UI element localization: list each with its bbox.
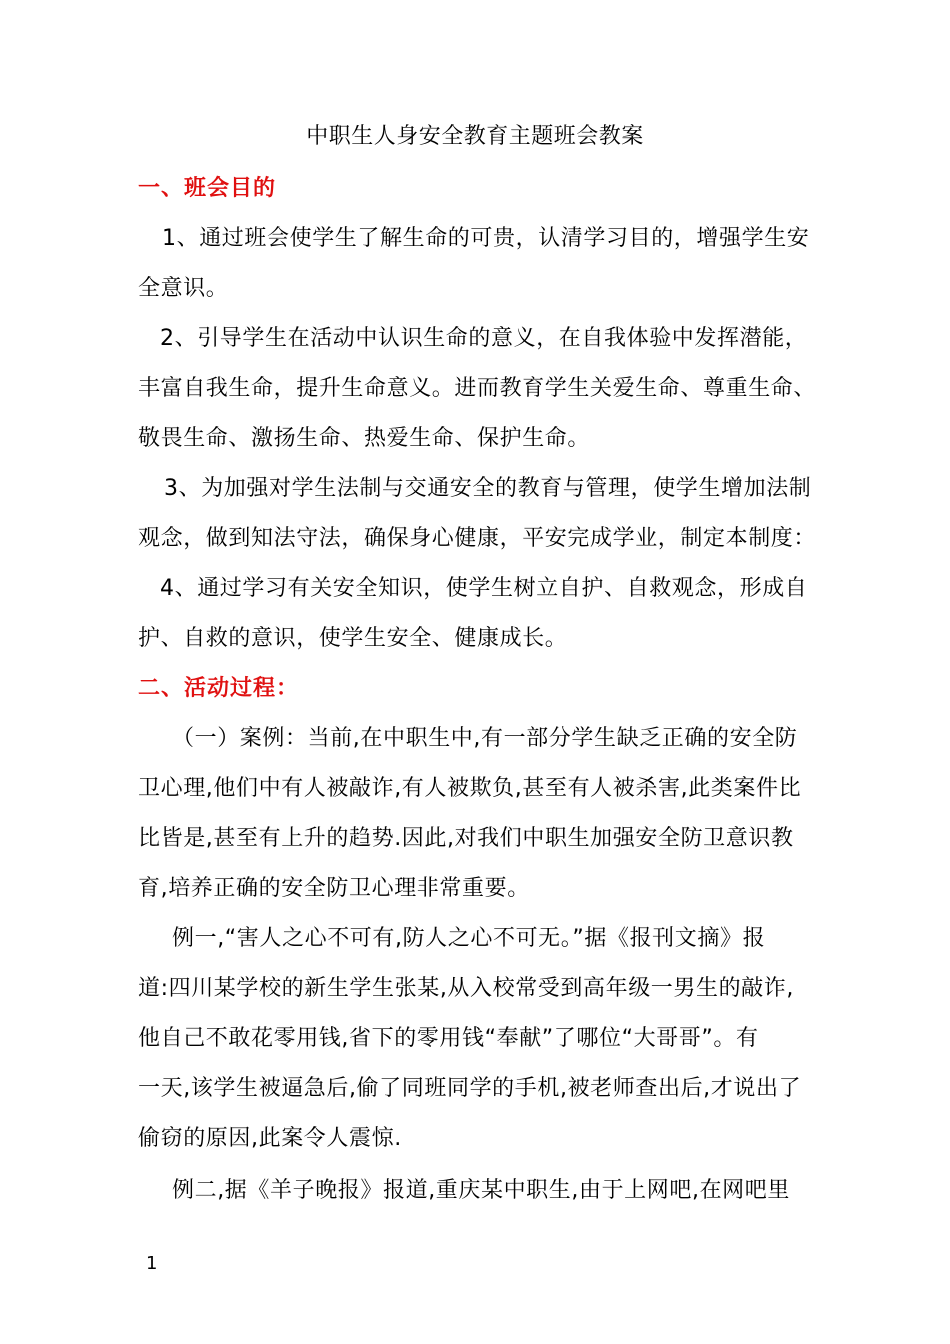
paragraph-line: 卫心理,他们中有人被敲诈,有人被欺负,甚至有人被杀害,此类案件比: [138, 776, 802, 801]
paragraph-line: 道:四川某学校的新生学生张某,从入校常受到高年级一男生的敲诈,: [138, 976, 795, 1001]
document-title: 中职生人身安全教育主题班会教案: [306, 124, 644, 149]
section-heading-process: 二、活动过程：: [138, 676, 300, 701]
paragraph-line: 全意识。: [138, 276, 229, 301]
paragraph-line: 1、通过班会使学生了解生命的可贵，认清学习目的，增强学生安: [162, 226, 810, 251]
paragraph-line: 护、自救的意识，使学生安全、健康成长。: [138, 626, 568, 651]
paragraph-line: 偷窃的原因,此案令人震惊.: [138, 1126, 402, 1151]
paragraph-line: 观念，做到知法守法，确保身心健康，平安完成学业，制定本制度：: [138, 526, 817, 551]
paragraph-line: 例二,据《羊子晚报》报道,重庆某中职生,由于上网吧,在网吧里: [172, 1178, 790, 1203]
paragraph-line: 4、通过学习有关安全知识，使学生树立自护、自救观念，形成自: [160, 576, 808, 601]
paragraph-line: 2、引导学生在活动中认识生命的意义，在自我体验中发挥潜能，: [160, 326, 808, 351]
paragraph-line: （一）案例：当前,在中职生中,有一部分学生缺乏正确的安全防: [172, 726, 798, 751]
paragraph-line: 一天,该学生被逼急后,偷了同班同学的手机,被老师查出后,才说出了: [138, 1076, 802, 1101]
paragraph-line: 敬畏生命、激扬生命、热爱生命、保护生命。: [138, 426, 591, 451]
page-number: 1: [146, 1253, 158, 1274]
paragraph-line: 他自己不敢花零用钱,省下的零用钱“奉献”了哪位“大哥哥”。有: [138, 1026, 759, 1051]
section-heading-purpose: 一、班会目的: [138, 176, 277, 201]
paragraph-line: 育,培养正确的安全防卫心理非常重要。: [138, 876, 530, 901]
paragraph-line: 例一,“害人之心不可有,防人之心不可无。”据《报刊文摘》报: [172, 926, 766, 951]
paragraph-line: 丰富自我生命，提升生命意义。进而教育学生关爱生命、尊重生命、: [138, 376, 817, 401]
paragraph-line: 3、为加强对学生法制与交通安全的教育与管理，使学生增加法制: [164, 476, 812, 501]
paragraph-line: 比皆是,甚至有上升的趋势.因此,对我们中职生加强安全防卫意识教: [138, 826, 794, 851]
